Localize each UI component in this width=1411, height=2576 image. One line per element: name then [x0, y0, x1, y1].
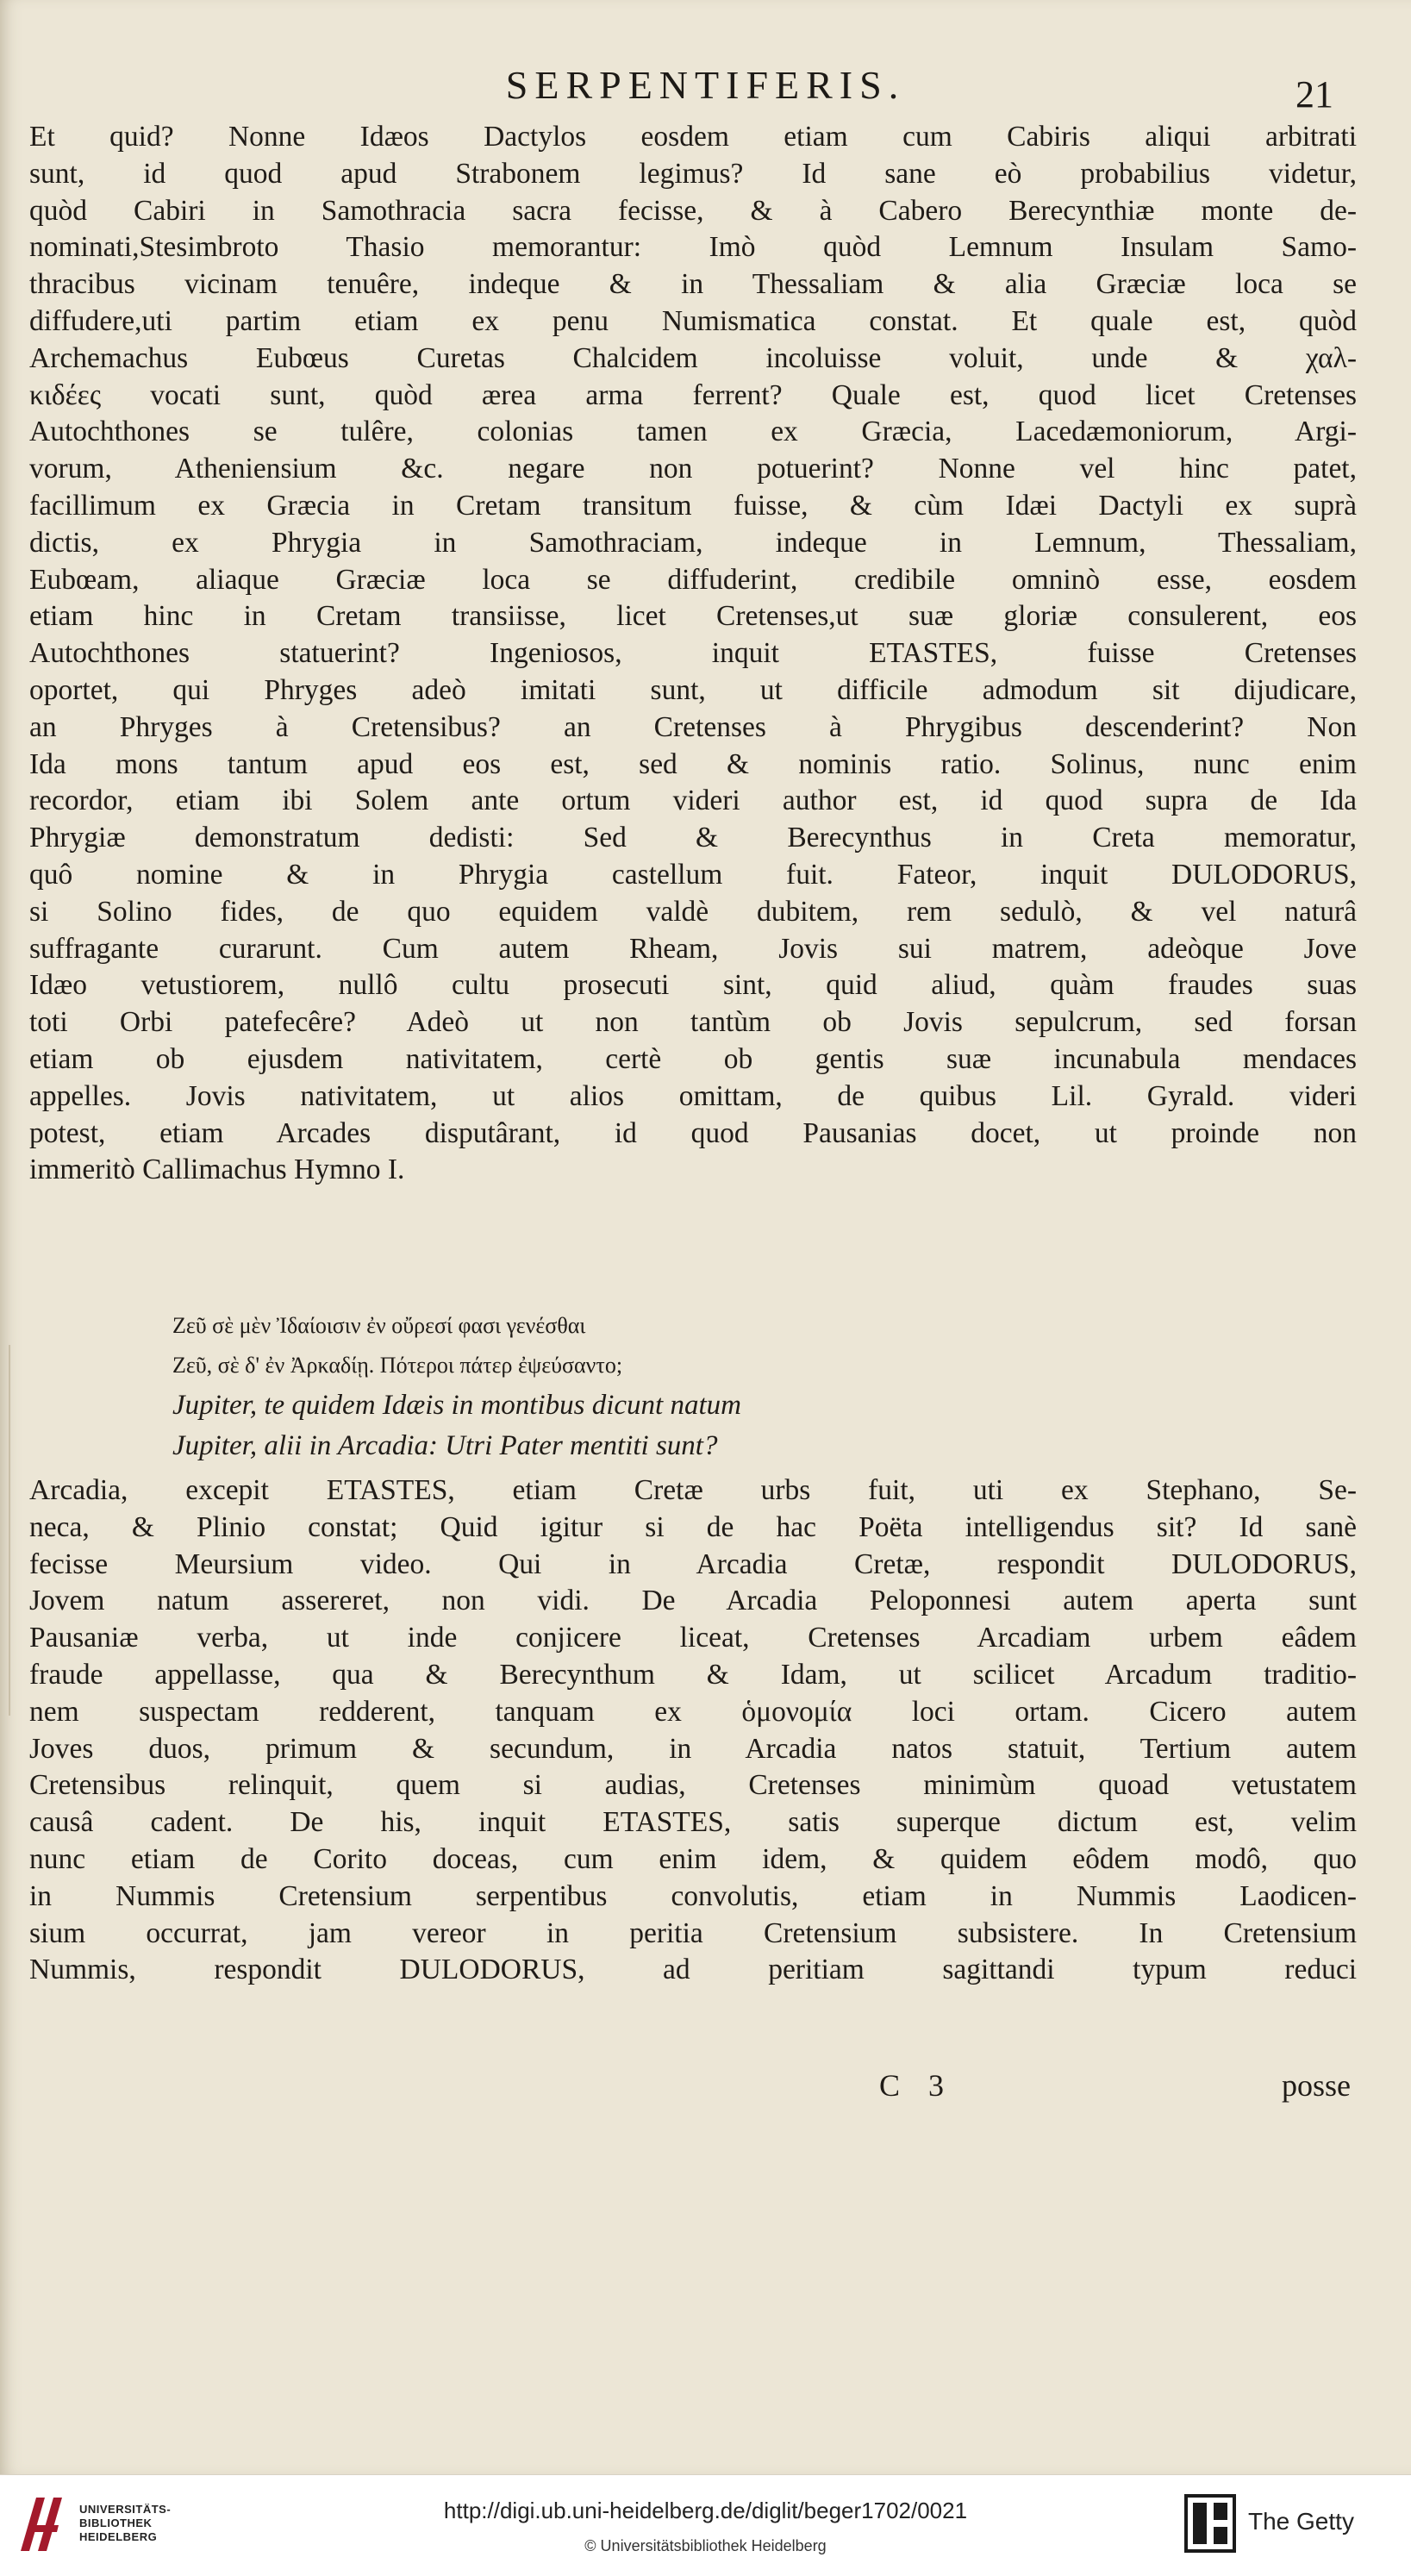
text-line: potest, etiam Arcades disputârant, id quod Pausanias docet, ut proinde non [29, 1116, 1357, 1149]
text-line: quô nomine & in Phrygia castellum fuit. Fateor, inquit DULODORUS, [29, 858, 1357, 891]
page-number: 21 [1295, 73, 1333, 116]
text-line: Autochthones se tulêre, colonias tamen ex Græcia, Lacedæmoniorum, Argi- [29, 416, 1357, 448]
quoted-verse [172, 1306, 1121, 1466]
binding-edge [9, 1345, 10, 1716]
text-line: dictis, ex Phrygia in Samothraciam, indeque in Lemnum, Thessaliam, [29, 526, 1357, 559]
text-line: etiam ob ejusdem nativitatem, certè ob gentis suæ incunabula mendaces [29, 1042, 1357, 1075]
signature-mark: C 3 [879, 2068, 955, 2103]
text-line: κιδέες vocati sunt, quòd ærea arma ferrent? Quale est, quod licet Cretenses [29, 378, 1357, 411]
greek-verse-line: Ζεῦ σὲ μὲν Ἰδαίοισιν ἐν οὔρεσί φασι γενέσθαι [172, 1313, 586, 1338]
partner-name: The Getty [1248, 2508, 1354, 2535]
page-header [0, 62, 1411, 114]
text-line: nem suspectam redderent, tanquam ex ὁμονομία loci ortam. Cicero autem [29, 1695, 1357, 1728]
text-line: Nummis, respondit DULODORUS, ad peritiam sagittandi typum reduci [29, 1954, 1357, 1986]
viewer-footer [0, 2474, 1411, 2576]
text-line: neca, & Plinio constat; Quid igitur si de hac Poëta intelligendus sit? Id sanè [29, 1510, 1357, 1543]
text-line: Jovem natum assereret, non vidi. De Arcadia Peloponnesi autem aperta sunt [29, 1585, 1357, 1617]
text-line: in Nummis Cretensium serpentibus convolutis, etiam in Nummis Laodicen- [29, 1879, 1357, 1912]
text-line: fecisse Meursium video. Qui in Arcadia Cretæ, respondit DULODORUS, [29, 1547, 1357, 1580]
text-line: etiam hinc in Cretam transiisse, licet Cretenses,ut suæ gloriæ consulerent, eos [29, 600, 1357, 633]
permalink-url[interactable]: http://digi.ub.uni-heidelberg.de/diglit/beger1702/0021 [443, 2498, 968, 2523]
text-line: Arcadia, excepit ETASTES, etiam Cretæ urbs fuit, uti ex Stephano, Se- [29, 1474, 1357, 1506]
text-line: Ida mons tantum apud eos est, sed & nominis ratio. Solinus, nunc enim [29, 747, 1357, 780]
text-line: Et quid? Nonne Idæos Dactylos eosdem etiam cum Cabiris aliqui arbitrati [29, 121, 1357, 153]
text-line: nominati,Stesimbroto Thasio memorantur: Imò quòd Lemnum Insulam Samo- [29, 231, 1357, 264]
latin-verse-line: Jupiter, alii in Arcadia: Utri Pater mentiti sunt? [172, 1430, 718, 1461]
page-foot [0, 2067, 1411, 2110]
body-text-second [29, 1472, 1357, 1989]
text-line: Joves duos, primum & secundum, in Arcadia natos statuit, Tertium autem [29, 1732, 1357, 1765]
text-line: causâ cadent. De his, inquit ETASTES, satis superque dictum est, velim [29, 1806, 1357, 1839]
text-line: appelles. Jovis nativitatem, ut alios omittam, de quibus Lil. Gyrald. videri [29, 1079, 1357, 1112]
text-line: Archemachus Eubœus Curetas Chalcidem incoluisse voluit, unde & χαλ- [29, 341, 1357, 374]
text-line: fraude appellasse, qua & Berecynthum & Idam, ut scilicet Arcadum traditio- [29, 1658, 1357, 1691]
text-line: vorum, Atheniensium &c. negare non potuerint? Nonne vel hinc patet, [29, 453, 1357, 485]
text-line: immeritò Callimachus Hymno I. [29, 1154, 405, 1186]
text-line: quòd Cabiri in Samothracia sacra fecisse, & à Cabero Berecynthiæ monte de- [29, 194, 1357, 227]
text-line: nunc etiam de Corito doceas, cum enim idem, & quidem eôdem modô, quo [29, 1842, 1357, 1875]
catchword: posse [1282, 2068, 1351, 2103]
running-title: SERPENTIFERIS. [505, 63, 906, 107]
text-line: facillimum ex Græcia in Cretam transitum fuisse, & cùm Idæi Dactyli ex suprà [29, 489, 1357, 522]
text-line: Phrygiæ demonstratum dedisti: Sed & Berecynthus in Creta memoratur, [29, 822, 1357, 854]
getty-logo-icon [1183, 2492, 1238, 2554]
text-line: toti Orbi patefecêre? Adeò ut non tantùm ob Jovis sepulcrum, sed forsan [29, 1006, 1357, 1039]
text-line: thracibus vicinam tenuêre, indeque & in Thessaliam & alia Græciæ loca se [29, 268, 1357, 301]
body-text-first [29, 119, 1357, 1189]
greek-verse-line: Ζεῦ, σὲ δ' ἐν Ἀρκαδίῃ. Πότεροι πάτερ ἐψεύσαντο; [172, 1353, 623, 1378]
text-line: sium occurrat, jam vereor in peritia Cretensium subsistere. In Cretensium [29, 1916, 1357, 1949]
library-name: UNIVERSITÄTS- BIBLIOTHEK HEIDELBERG [79, 2503, 172, 2543]
text-line: recordor, etiam ibi Solem ante ortum videri author est, id quod supra de Ida [29, 785, 1357, 817]
latin-verse-line: Jupiter, te quidem Idæis in montibus dicunt natum [172, 1390, 741, 1421]
text-line: Idæo vetustiorem, nullô cultu prosecuti sint, quid aliud, quàm fraudes suas [29, 969, 1357, 1002]
text-line: Eubœam, aliaque Græciæ loca se diffuderint, credibile omninò esse, eosdem [29, 563, 1357, 596]
text-line: Pausaniæ verba, ut inde conjicere liceat, Cretenses Arcadiam urbem eâdem [29, 1622, 1357, 1654]
text-line: an Phryges à Cretensibus? an Cretenses à Phrygibus descenderint? Non [29, 710, 1357, 743]
text-line: suffragante curarunt. Cum autem Rheam, Jovis sui matrem, adeòque Jove [29, 932, 1357, 965]
text-line: sunt, id quod apud Strabonem legimus? Id sane eò probabilius videtur, [29, 157, 1357, 190]
text-line: Cretensibus relinquit, quem si audias, Cretenses minimùm quoad vetustatem [29, 1769, 1357, 1802]
copyright-notice: © Universitätsbibliothek Heidelberg [584, 2537, 827, 2554]
text-line: diffudere,uti partim etiam ex penu Numismatica constat. Et quale est, quòd [29, 304, 1357, 337]
text-line: Autochthones statuerint? Ingeniosos, inquit ETASTES, fuisse Cretenses [29, 637, 1357, 670]
text-line: si Solino fides, de quo equidem valdè dubitem, rem sedulò, & vel naturâ [29, 895, 1357, 928]
text-line: oportet, qui Phryges adeò imitati sunt, ut difficile admodum sit dijudicare, [29, 673, 1357, 706]
